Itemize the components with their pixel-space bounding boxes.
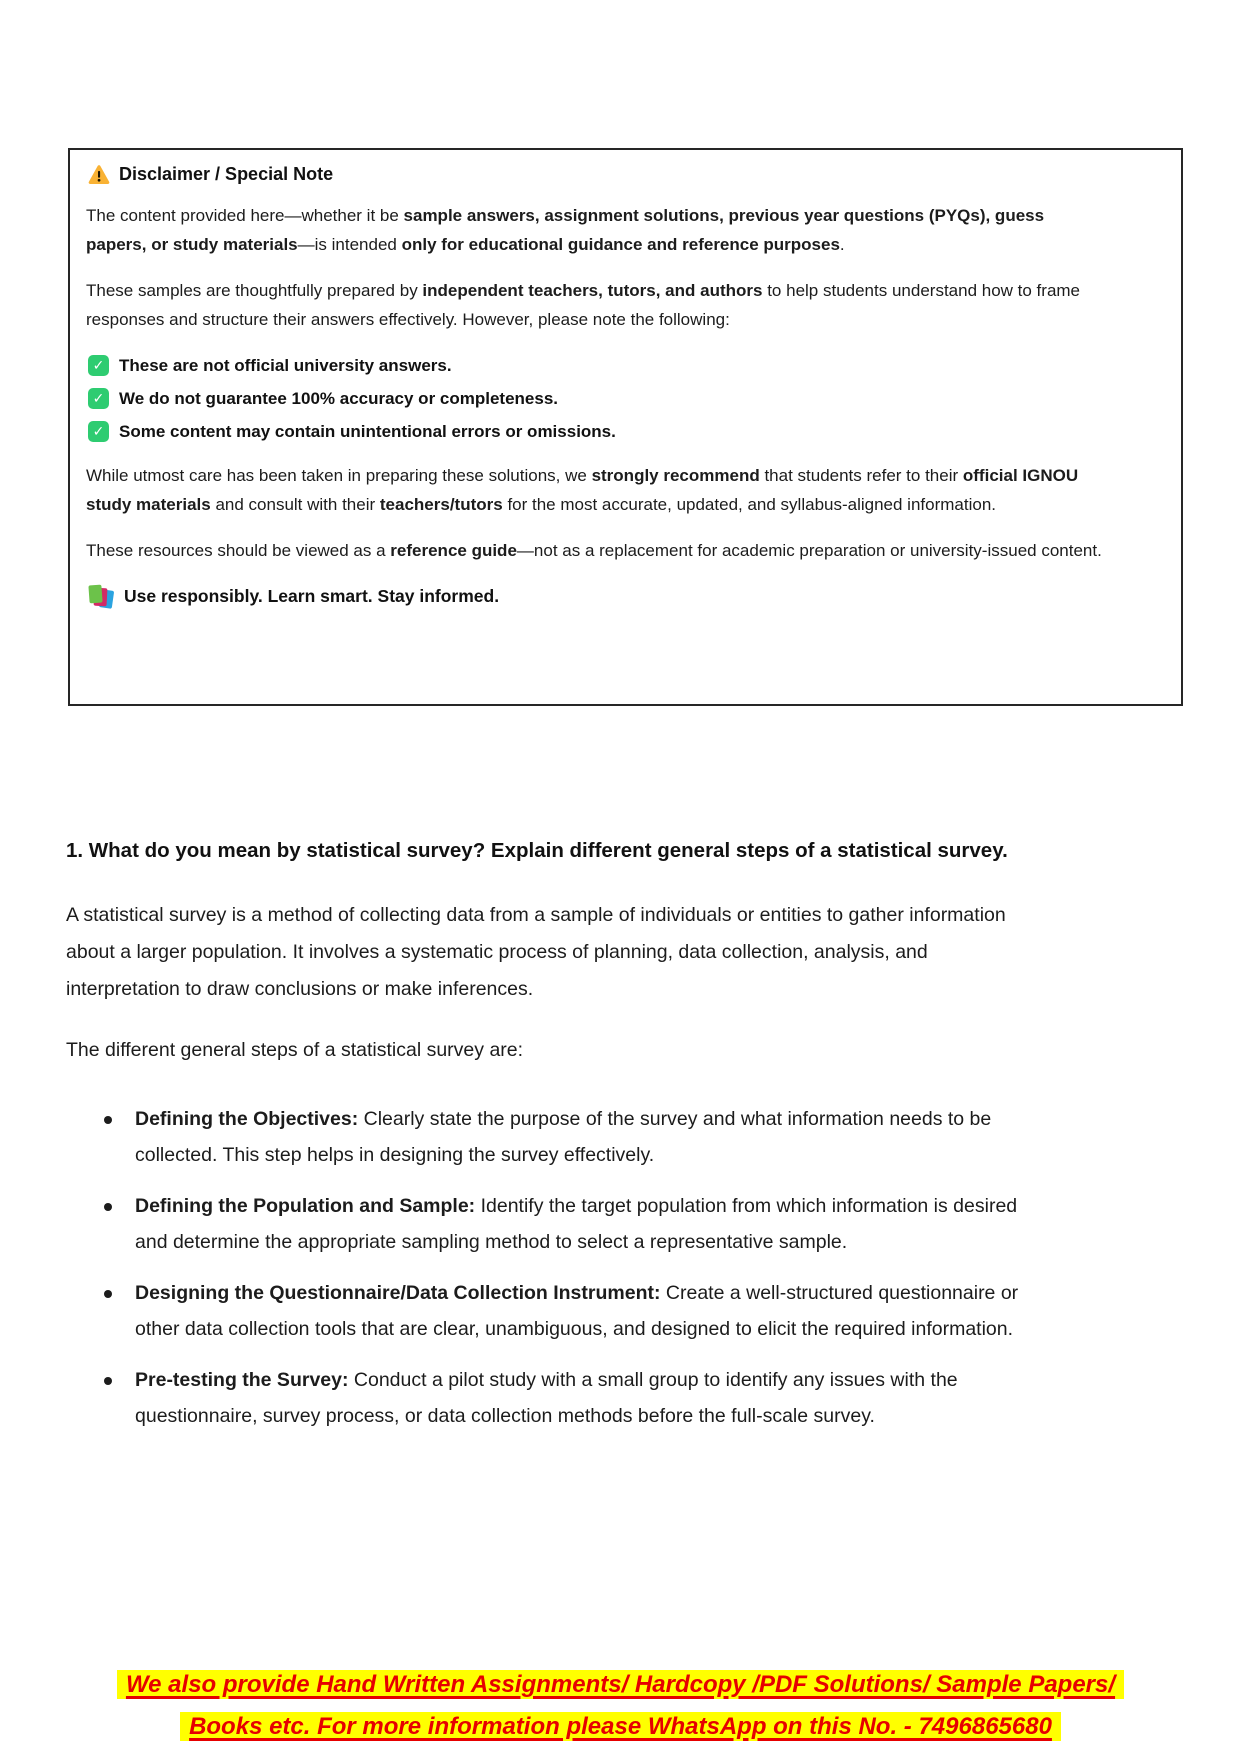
step-item (66, 1362, 1028, 1434)
disclaimer-note-row (88, 584, 1163, 608)
check-icon: ✓ (88, 421, 109, 442)
step-text: Defining the Objectives: Clearly state the purpose of the survey and what information needs to be collected. This step helps in designing the survey effectively. (135, 1108, 992, 1166)
checklist-item-label: We do not guarantee 100% accuracy or completeness. (119, 389, 559, 408)
warning-icon (88, 164, 110, 185)
promo-line-1: We also provide Hand Written Assignments/ Hardcopy /PDF Solutions/ Sample Papers/ (117, 1664, 1124, 1705)
disclaimer-checklist (86, 351, 1163, 446)
answer-paragraph-1: A statistical survey is a method of collecting data from a sample of individuals or entities to gather information about a larger population. It involves a systematic process of planning, data collection, analysis, and interpretation to draw conclusions or make inferences. (66, 904, 1006, 1000)
bullet-dot-icon (102, 1188, 135, 1260)
step-item (66, 1275, 1028, 1347)
disclaimer-paragraph-3: While utmost care has been taken in preparing these solutions, we strongly recommend that students refer to their official IGNOU study materials and consult with their teachers/tutors for the most accurate, updated, and syllabus-aligned information. (86, 466, 1079, 514)
books-icon (88, 584, 114, 608)
step-text: Pre-testing the Survey: Conduct a pilot study with a small group to identify any issues with the questionnaire, survey process, or data collection methods before the full-scale survey. (135, 1369, 958, 1427)
promo-banner (0, 1664, 1241, 1748)
check-icon: ✓ (88, 388, 109, 409)
answer-section (66, 832, 1028, 1449)
disclaimer-paragraph-4: These resources should be viewed as a reference guide—not as a replacement for academic preparation or university-issued content. (86, 541, 1102, 560)
disclaimer-box (68, 148, 1183, 706)
bullet-dot-icon (102, 1362, 135, 1434)
disclaimer-paragraph-2: These samples are thoughtfully prepared by independent teachers, tutors, and authors to help students understand how to frame responses and structure their answers effectively. However, please note the following: (86, 281, 1081, 329)
steps-list (66, 1101, 1028, 1434)
promo-line-2: Books etc. For more information please WhatsApp on this No. - 7496865680 (180, 1706, 1061, 1747)
disclaimer-title-row (88, 164, 1163, 185)
steps-intro: The different general steps of a statistical survey are: (66, 1039, 524, 1061)
disclaimer-note: Use responsibly. Learn smart. Stay informed. (124, 585, 500, 606)
checklist-item (88, 384, 1163, 413)
bullet-dot-icon (102, 1275, 135, 1347)
disclaimer-paragraph-1: The content provided here—whether it be sample answers, assignment solutions, previous year questions (PYQs), guess papers, or study materials—is intended only for educational guidance and reference purposes. (86, 206, 1045, 254)
checklist-item-label: These are not official university answers. (119, 356, 452, 375)
step-text: Designing the Questionnaire/Data Collection Instrument: Create a well-structured questionnaire or other data collection tools that are clear, unambiguous, and designed to elicit the required information. (135, 1282, 1019, 1340)
step-item (66, 1188, 1028, 1260)
step-item (66, 1101, 1028, 1173)
bullet-dot-icon (102, 1101, 135, 1173)
step-text: Defining the Population and Sample: Identify the target population from which information is desired and determine the appropriate sampling method to select a representative sample. (135, 1195, 1018, 1253)
question-heading: 1. What do you mean by statistical survey? Explain different general steps of a statistical survey. (66, 839, 1008, 862)
checklist-item (88, 417, 1163, 446)
checklist-item (88, 351, 1163, 380)
disclaimer-title: Disclaimer / Special Note (119, 164, 334, 184)
check-icon: ✓ (88, 355, 109, 376)
checklist-item-label: Some content may contain unintentional errors or omissions. (119, 422, 616, 441)
